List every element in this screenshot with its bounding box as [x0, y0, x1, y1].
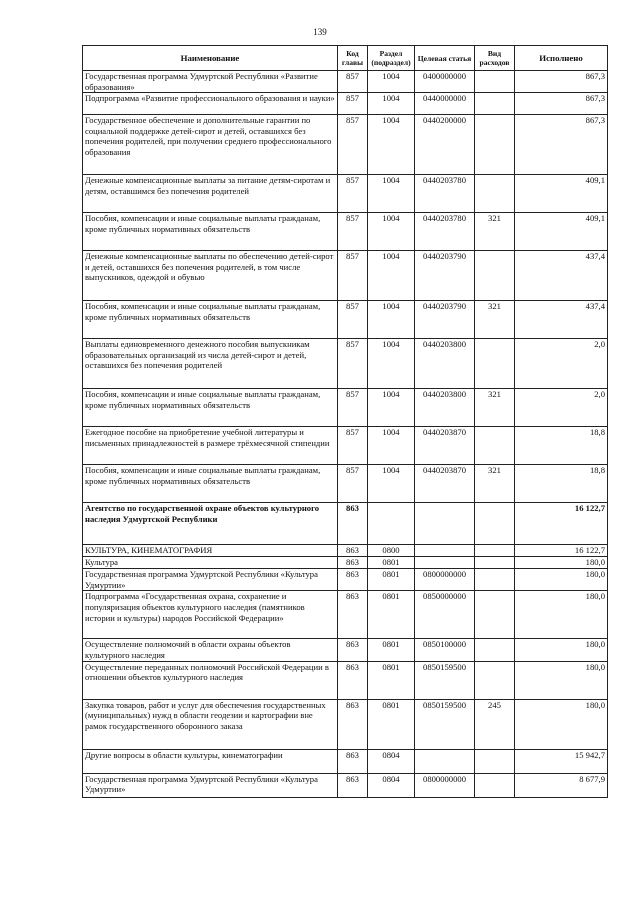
table-row	[83, 773, 608, 797]
cell-target: 0850159500	[415, 661, 475, 699]
cell-section: 0801	[368, 557, 415, 569]
cell-name: Государственная программа Удмуртской Республики «Развитие образования»	[83, 71, 338, 93]
header-section: Раздел (подраздел)	[368, 46, 415, 71]
cell-code: 863	[338, 639, 368, 661]
table-row	[83, 557, 608, 569]
header-done: Исполнено	[515, 46, 608, 71]
cell-done: 437,4	[515, 301, 608, 339]
cell-expense	[475, 569, 515, 591]
cell-target: 0800000000	[415, 569, 475, 591]
cell-section: 1004	[368, 389, 415, 427]
cell-section: 1004	[368, 427, 415, 465]
cell-code: 863	[338, 557, 368, 569]
cell-target: 0850000000	[415, 591, 475, 639]
cell-code: 863	[338, 503, 368, 545]
cell-expense	[475, 749, 515, 773]
cell-code: 857	[338, 301, 368, 339]
cell-done: 2,0	[515, 339, 608, 389]
cell-code: 863	[338, 749, 368, 773]
cell-section: 0801	[368, 639, 415, 661]
header-name: Наименование	[83, 46, 338, 71]
cell-code: 857	[338, 115, 368, 175]
table-row	[83, 591, 608, 639]
cell-name: Пособия, компенсации и иные социальные выплаты гражданам, кроме публичных нормативных обязательств	[83, 213, 338, 251]
table-row	[83, 93, 608, 115]
cell-target: 0850159500	[415, 699, 475, 749]
cell-expense	[475, 339, 515, 389]
cell-name: Закупка товаров, работ и услуг для обеспечения государственных (муниципальных) нужд в области геодезии и картографии вне рамок государственного оборонного заказа	[83, 699, 338, 749]
table-row	[83, 71, 608, 93]
cell-code: 863	[338, 591, 368, 639]
cell-done: 16 122,7	[515, 545, 608, 557]
cell-section: 0804	[368, 749, 415, 773]
cell-expense: 321	[475, 213, 515, 251]
cell-name: Пособия, компенсации и иные социальные выплаты гражданам, кроме публичных нормативных обязательств	[83, 389, 338, 427]
cell-done: 409,1	[515, 175, 608, 213]
cell-code: 857	[338, 93, 368, 115]
cell-section: 1004	[368, 71, 415, 93]
cell-expense: 245	[475, 699, 515, 749]
cell-expense: 321	[475, 301, 515, 339]
cell-section: 1004	[368, 301, 415, 339]
cell-name: Культура	[83, 557, 338, 569]
cell-code: 857	[338, 427, 368, 465]
table-row	[83, 251, 608, 301]
cell-name: Ежегодное пособие на приобретение учебной литературы и письменных принадлежностей в размере трёхмесячной стипендии	[83, 427, 338, 465]
cell-section: 1004	[368, 465, 415, 503]
cell-name: Государственная программа Удмуртской Республики «Культура Удмуртии»	[83, 569, 338, 591]
cell-expense	[475, 251, 515, 301]
cell-done: 180,0	[515, 639, 608, 661]
table-row	[83, 115, 608, 175]
table-row	[83, 213, 608, 251]
table-row	[83, 301, 608, 339]
cell-done: 437,4	[515, 251, 608, 301]
cell-done: 409,1	[515, 213, 608, 251]
table-row	[83, 639, 608, 661]
cell-code: 863	[338, 545, 368, 557]
cell-expense	[475, 661, 515, 699]
cell-target: 0440203870	[415, 427, 475, 465]
cell-done: 180,0	[515, 569, 608, 591]
header-code: Код главы	[338, 46, 368, 71]
table-row	[83, 389, 608, 427]
cell-expense	[475, 503, 515, 545]
cell-name: Выплаты единовременного денежного пособия выпускникам образовательных организаций из числа детей-сирот и детей, оставшихся без попечения родителей	[83, 339, 338, 389]
cell-target: 0440200000	[415, 115, 475, 175]
cell-done: 16 122,7	[515, 503, 608, 545]
cell-done: 8 677,9	[515, 773, 608, 797]
header-target: Целевая статья	[415, 46, 475, 71]
table-row	[83, 749, 608, 773]
table-row	[83, 465, 608, 503]
cell-target: 0440203780	[415, 175, 475, 213]
cell-done: 180,0	[515, 699, 608, 749]
cell-done: 867,3	[515, 115, 608, 175]
cell-name: Агентство по государственной охране объектов культурного наследия Удмуртской Республики	[83, 503, 338, 545]
cell-expense	[475, 427, 515, 465]
cell-section: 0800	[368, 545, 415, 557]
cell-target: 0440203800	[415, 339, 475, 389]
cell-name: Другие вопросы в области культуры, кинематографии	[83, 749, 338, 773]
cell-code: 857	[338, 251, 368, 301]
cell-done: 2,0	[515, 389, 608, 427]
cell-section: 0801	[368, 591, 415, 639]
cell-expense	[475, 175, 515, 213]
table-row	[83, 699, 608, 749]
cell-done: 867,3	[515, 93, 608, 115]
cell-code: 863	[338, 699, 368, 749]
cell-section: 1004	[368, 93, 415, 115]
cell-code: 863	[338, 773, 368, 797]
cell-code: 857	[338, 339, 368, 389]
cell-target: 0440203780	[415, 213, 475, 251]
cell-expense	[475, 639, 515, 661]
cell-done: 15 942,7	[515, 749, 608, 773]
cell-done: 180,0	[515, 557, 608, 569]
table-row	[83, 427, 608, 465]
cell-target: 0850100000	[415, 639, 475, 661]
cell-section: 0804	[368, 773, 415, 797]
cell-section: 1004	[368, 251, 415, 301]
cell-expense: 321	[475, 465, 515, 503]
cell-expense	[475, 93, 515, 115]
table-row	[83, 569, 608, 591]
cell-done: 180,0	[515, 591, 608, 639]
cell-target: 0440203800	[415, 389, 475, 427]
cell-target: 0440203870	[415, 465, 475, 503]
cell-code: 863	[338, 569, 368, 591]
cell-name: Осуществление переданных полномочий Российской Федерации в отношении объектов культурного наследия	[83, 661, 338, 699]
table-row	[83, 339, 608, 389]
cell-target	[415, 503, 475, 545]
cell-expense	[475, 545, 515, 557]
cell-target: 0440000000	[415, 93, 475, 115]
cell-target	[415, 749, 475, 773]
cell-code: 857	[338, 71, 368, 93]
table-row	[83, 503, 608, 545]
cell-section	[368, 503, 415, 545]
table-row	[83, 545, 608, 557]
cell-done: 180,0	[515, 661, 608, 699]
cell-target	[415, 557, 475, 569]
cell-section: 0801	[368, 699, 415, 749]
cell-code: 857	[338, 213, 368, 251]
cell-done: 18,8	[515, 427, 608, 465]
cell-target: 0440203790	[415, 251, 475, 301]
cell-name: Денежные компенсационные выплаты по обеспечению детей-сирот и детей, оставшихся без попечения родителей, в том числе выпускников, одеждой и обувью	[83, 251, 338, 301]
cell-expense	[475, 591, 515, 639]
cell-expense: 321	[475, 389, 515, 427]
header-expense: Вид расходов	[475, 46, 515, 71]
budget-table	[82, 45, 608, 798]
cell-expense	[475, 115, 515, 175]
cell-section: 0801	[368, 569, 415, 591]
cell-expense	[475, 71, 515, 93]
cell-section: 1004	[368, 175, 415, 213]
cell-code: 857	[338, 465, 368, 503]
cell-target: 0400000000	[415, 71, 475, 93]
cell-name: Пособия, компенсации и иные социальные выплаты гражданам, кроме публичных нормативных обязательств	[83, 465, 338, 503]
cell-code: 863	[338, 661, 368, 699]
cell-name: Осуществление полномочий в области охраны объектов культурного наследия	[83, 639, 338, 661]
cell-code: 857	[338, 175, 368, 213]
cell-name: КУЛЬТУРА, КИНЕМАТОГРАФИЯ	[83, 545, 338, 557]
table-header-row	[83, 46, 608, 71]
table-row	[83, 175, 608, 213]
cell-done: 18,8	[515, 465, 608, 503]
cell-name: Пособия, компенсации и иные социальные выплаты гражданам, кроме публичных нормативных обязательств	[83, 301, 338, 339]
cell-name: Подпрограмма «Государственная охрана, сохранение и популяризация объектов культурного наследия (памятников истории и культуры) народов Российской Федерации»	[83, 591, 338, 639]
cell-section: 0801	[368, 661, 415, 699]
cell-section: 1004	[368, 115, 415, 175]
cell-expense	[475, 773, 515, 797]
table-row	[83, 661, 608, 699]
cell-target: 0440203790	[415, 301, 475, 339]
cell-target: 0800000000	[415, 773, 475, 797]
cell-name: Подпрограмма «Развитие профессионального образования и науки»	[83, 93, 338, 115]
cell-name: Денежные компенсационные выплаты за питание детям-сиротам и детям, оставшимся без попечения родителей	[83, 175, 338, 213]
cell-target	[415, 545, 475, 557]
cell-section: 1004	[368, 213, 415, 251]
cell-name: Государственная программа Удмуртской Республики «Культура Удмуртии»	[83, 773, 338, 797]
cell-code: 857	[338, 389, 368, 427]
cell-section: 1004	[368, 339, 415, 389]
page-number: 139	[313, 27, 327, 37]
cell-name: Государственное обеспечение и дополнительные гарантии по социальной поддержке детей-сирот и детей, оставшихся без попечения родителей, при получении среднего профессионального образования	[83, 115, 338, 175]
cell-done: 867,3	[515, 71, 608, 93]
cell-expense	[475, 557, 515, 569]
